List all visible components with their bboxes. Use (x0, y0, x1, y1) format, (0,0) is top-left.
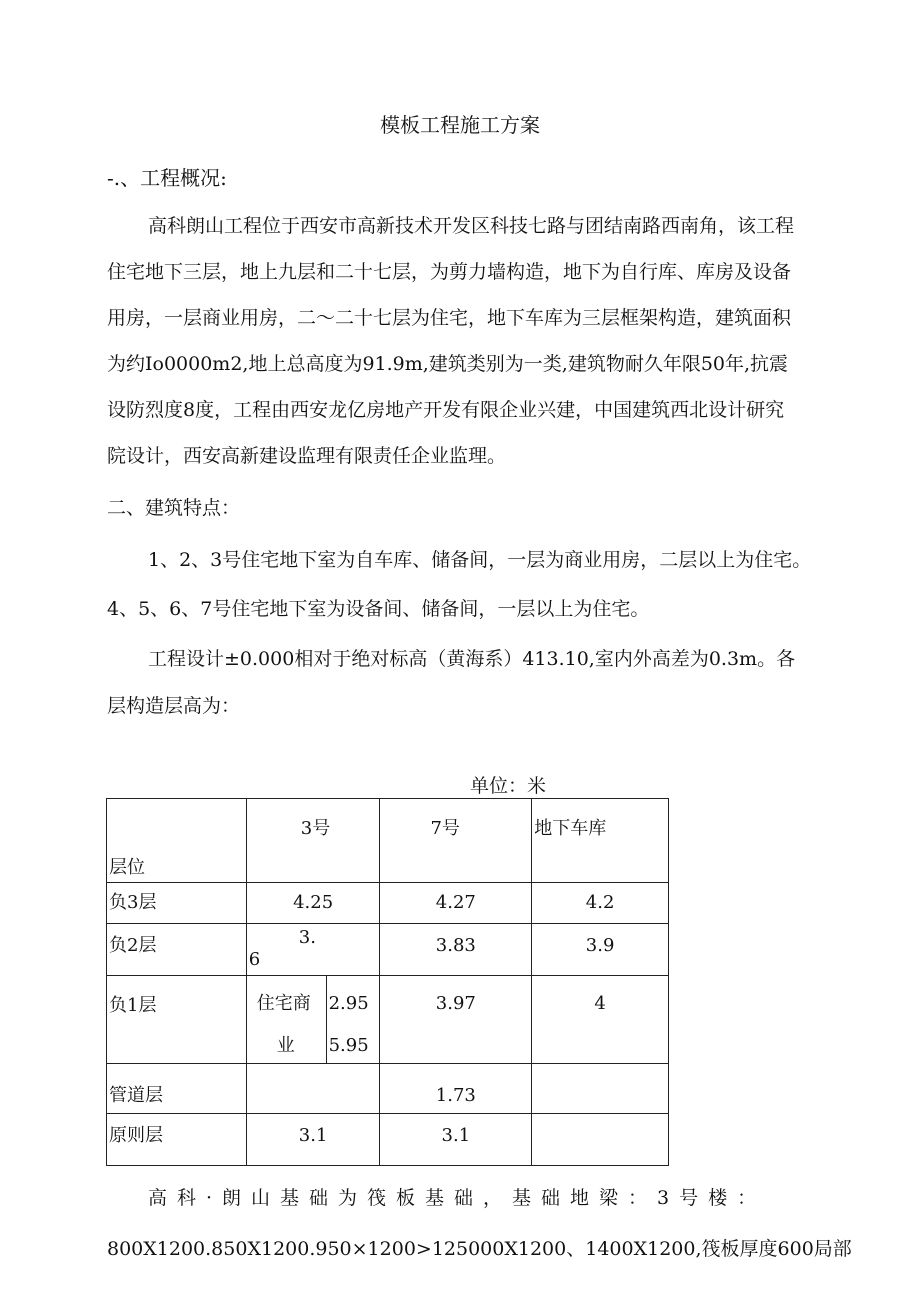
row-value-7: 1.73 (435, 1085, 476, 1106)
header-col7-cell (380, 799, 532, 883)
row-value-3-part-a: 3. (298, 927, 316, 948)
row-value-3-part-a: 2.95 (328, 993, 369, 1014)
section2-line: 4、5、6、7号住宅地下室为设备间、储备间，一层以上为住宅。 (107, 598, 650, 620)
header-col3-cell (246, 799, 380, 883)
row-floor: 原则层 (109, 1125, 163, 1146)
table-row (107, 1064, 669, 1114)
row-value-7: 3.97 (435, 993, 476, 1014)
header-floor-cell (107, 799, 247, 883)
header-garage: 地下车库 (534, 818, 607, 839)
row-floor: 管道层 (109, 1085, 163, 1106)
section1-line: 设防烈度8度，工程由西安龙亿房地产开发有限企业兴建，中国建筑西北设计研究 (107, 399, 785, 421)
row-value-garage: 4.2 (585, 892, 615, 913)
section1-line: 院设计，西安高新建设监理有限责任企业监理。 (107, 445, 507, 467)
row-sub-label-b: 业 (276, 1035, 295, 1056)
row-value-3-part-b: 5.95 (328, 1035, 369, 1056)
row-value-3: 3.1 (298, 1125, 328, 1146)
row-value-garage: 4 (594, 993, 606, 1014)
document-title: 模板工程施工方案 (380, 113, 540, 137)
section1-line: 住宅地下三层，地上九层和二十七层，为剪力墙构造，地下为自行库、库房及设备 (107, 261, 792, 283)
row-value-3-part-b: 6 (248, 949, 261, 970)
section1-line: 为约Io0000m2,地上总高度为91.9m,建筑类别为一类,建筑物耐久年限50年,抗震 (107, 353, 789, 375)
table-row (107, 1114, 669, 1166)
section1-line: 用房，一层商业用房，二～二十七层为住宅，地下车库为三层框架构造，建筑面积 (107, 307, 792, 329)
section2-heading: 二、建筑特点： (107, 497, 241, 519)
row-value-3: 4.25 (293, 892, 334, 913)
row-value-7: 3.1 (441, 1125, 471, 1146)
row-sub-label-a: 住宅商 (256, 993, 311, 1014)
closing-line: 高科·朗山基础为筏板基础，基础地梁：3号楼： (148, 1187, 767, 1209)
row-floor: 负1层 (109, 995, 157, 1016)
section1-line: 高科朗山工程位于西安市高新技术开发区科技七路与团结南路西南角，该工程 (148, 215, 795, 237)
table-header-row (107, 799, 669, 883)
floor-height-table (106, 798, 669, 1166)
table-unit-label: 单位：米 (470, 775, 547, 797)
row-value-7: 3.83 (435, 935, 476, 956)
table-row (107, 924, 669, 976)
section2-line: 工程设计±0.000相对于绝对标高（黄海系）413.10,室内外高差为0.3m。各 (148, 648, 796, 670)
row-floor: 负2层 (109, 935, 157, 956)
table-row (107, 883, 669, 924)
table-row (107, 976, 669, 1064)
header-col3: 3号 (300, 818, 331, 839)
header-col7: 7号 (430, 818, 460, 839)
row-value-7: 4.27 (435, 892, 476, 913)
header-floor: 层位 (109, 857, 145, 878)
section1-heading: -.、工程概况: (107, 166, 227, 190)
closing-line: 800X1200.850X1200.950×1200>125000X1200、1400X1200,筏板厚度600局部 (107, 1238, 852, 1260)
row-floor: 负3层 (109, 892, 157, 913)
section2-line: 1、2、3号住宅地下室为自车库、储备间，一层为商业用房，二层以上为住宅。 (148, 549, 812, 571)
row-value-garage: 3.9 (585, 935, 615, 956)
section2-line: 层构造层高为： (107, 695, 241, 717)
header-garage-cell (532, 799, 669, 883)
